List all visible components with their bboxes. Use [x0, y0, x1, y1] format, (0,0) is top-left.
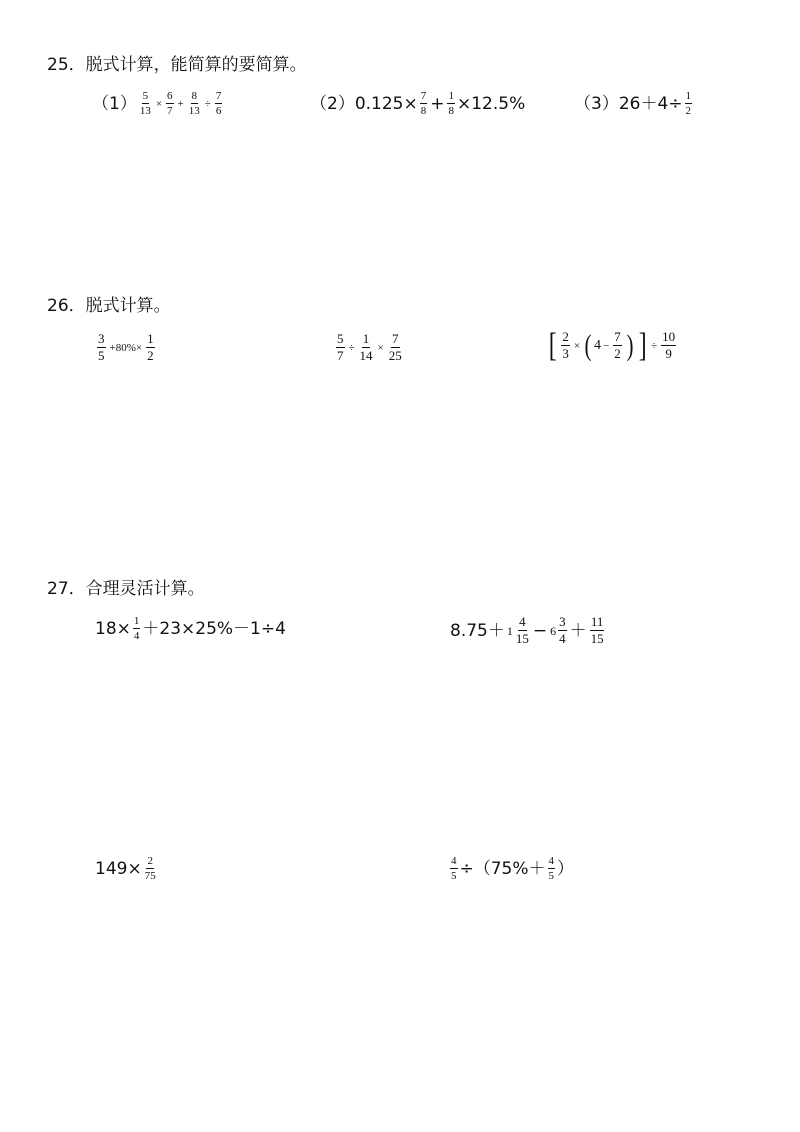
- q25-p2-label: （2）0.125×: [310, 93, 418, 114]
- fraction: $\frac{5}{7}$: [337, 331, 344, 363]
- right-paren: ): [626, 328, 634, 362]
- q27-p4-tail: ）: [557, 858, 575, 879]
- q27-p2-lead: 8.75＋: [450, 620, 505, 641]
- fraction: $\frac{3}{5}$: [98, 331, 105, 363]
- q26-heading: 26．脱式计算。: [47, 296, 171, 316]
- operator: ÷: [348, 341, 355, 354]
- operator: +80%×: [109, 341, 143, 354]
- q25-p2-tail: ×12.5%: [456, 93, 526, 114]
- right-bracket: ]: [638, 326, 647, 364]
- q27-p3-lead: 149×: [95, 858, 142, 879]
- operator: ＋: [569, 620, 587, 641]
- fraction: $\frac{11}{15}$: [590, 614, 604, 646]
- operator: ÷: [204, 97, 211, 110]
- fraction: $\frac{1}{8}$: [448, 90, 454, 117]
- q25-p3-label: （3）26＋4÷: [574, 93, 683, 114]
- fraction: $\frac{2}{3}$: [562, 329, 569, 361]
- fraction: $\frac{7}{25}$: [388, 331, 402, 363]
- fraction: $\frac{4}{5}$: [548, 855, 555, 882]
- fraction: $\frac{4}{15}$: [515, 614, 529, 646]
- q27-p4-mid: ÷（75%＋: [459, 858, 546, 879]
- q26-problem-1: [95, 332, 157, 363]
- q25-problem-2: [310, 90, 525, 117]
- left-paren: (: [584, 328, 592, 362]
- q27-p1-lead: 18×: [95, 618, 131, 639]
- q27-problem-3: [95, 855, 159, 882]
- fraction: $\frac{5}{13}$: [139, 90, 151, 117]
- fraction: $\frac{4}{5}$: [451, 855, 457, 882]
- fraction: $\frac{8}{13}$: [188, 90, 200, 117]
- fraction: $\frac{1}{2}$: [147, 331, 154, 363]
- fraction: $\frac{1}{2}$: [685, 90, 692, 117]
- q27-problem-2: [450, 615, 607, 646]
- q25-heading: 25．脱式计算，能简算的要简算。: [47, 55, 307, 75]
- q26-problem-2: [334, 332, 405, 363]
- number: 4: [594, 337, 602, 353]
- left-bracket: [: [548, 326, 557, 364]
- q27-problem-4: [448, 855, 574, 882]
- operator: +: [177, 97, 184, 110]
- q27-problem-1: [95, 615, 286, 642]
- q26-problem-3: [546, 326, 678, 364]
- operator: −: [532, 620, 548, 641]
- q27-p1-tail: ＋23×25%－1÷4: [142, 618, 286, 639]
- operator: ×: [155, 97, 163, 110]
- fraction: $\frac{6}{7}$: [167, 90, 173, 117]
- fraction: $\frac{7}{6}$: [215, 90, 222, 117]
- operator: +: [430, 93, 445, 114]
- fraction: $\frac{7}{8}$: [420, 90, 427, 117]
- fraction: $\frac{1}{4}$: [133, 615, 140, 642]
- fraction: $\frac{7}{2}$: [614, 329, 621, 361]
- q27-heading: 27．合理灵活计算。: [47, 579, 205, 599]
- fraction: $\frac{3}{4}$: [559, 614, 566, 646]
- q25-problem-3: [574, 90, 694, 117]
- operator: −: [603, 339, 610, 352]
- whole-number: 1: [506, 623, 513, 638]
- q25-problem-1: [92, 90, 224, 117]
- fraction: $\frac{2}{75}$: [144, 855, 156, 882]
- fraction: $\frac{1}{14}$: [359, 331, 373, 363]
- operator: ×: [573, 339, 581, 352]
- operator: ×: [377, 341, 384, 354]
- whole-number: 6: [550, 623, 557, 638]
- q25-p1-label: （1）: [92, 93, 137, 114]
- fraction: $\frac{10}{9}$: [662, 329, 676, 361]
- operator: ÷: [651, 339, 658, 352]
